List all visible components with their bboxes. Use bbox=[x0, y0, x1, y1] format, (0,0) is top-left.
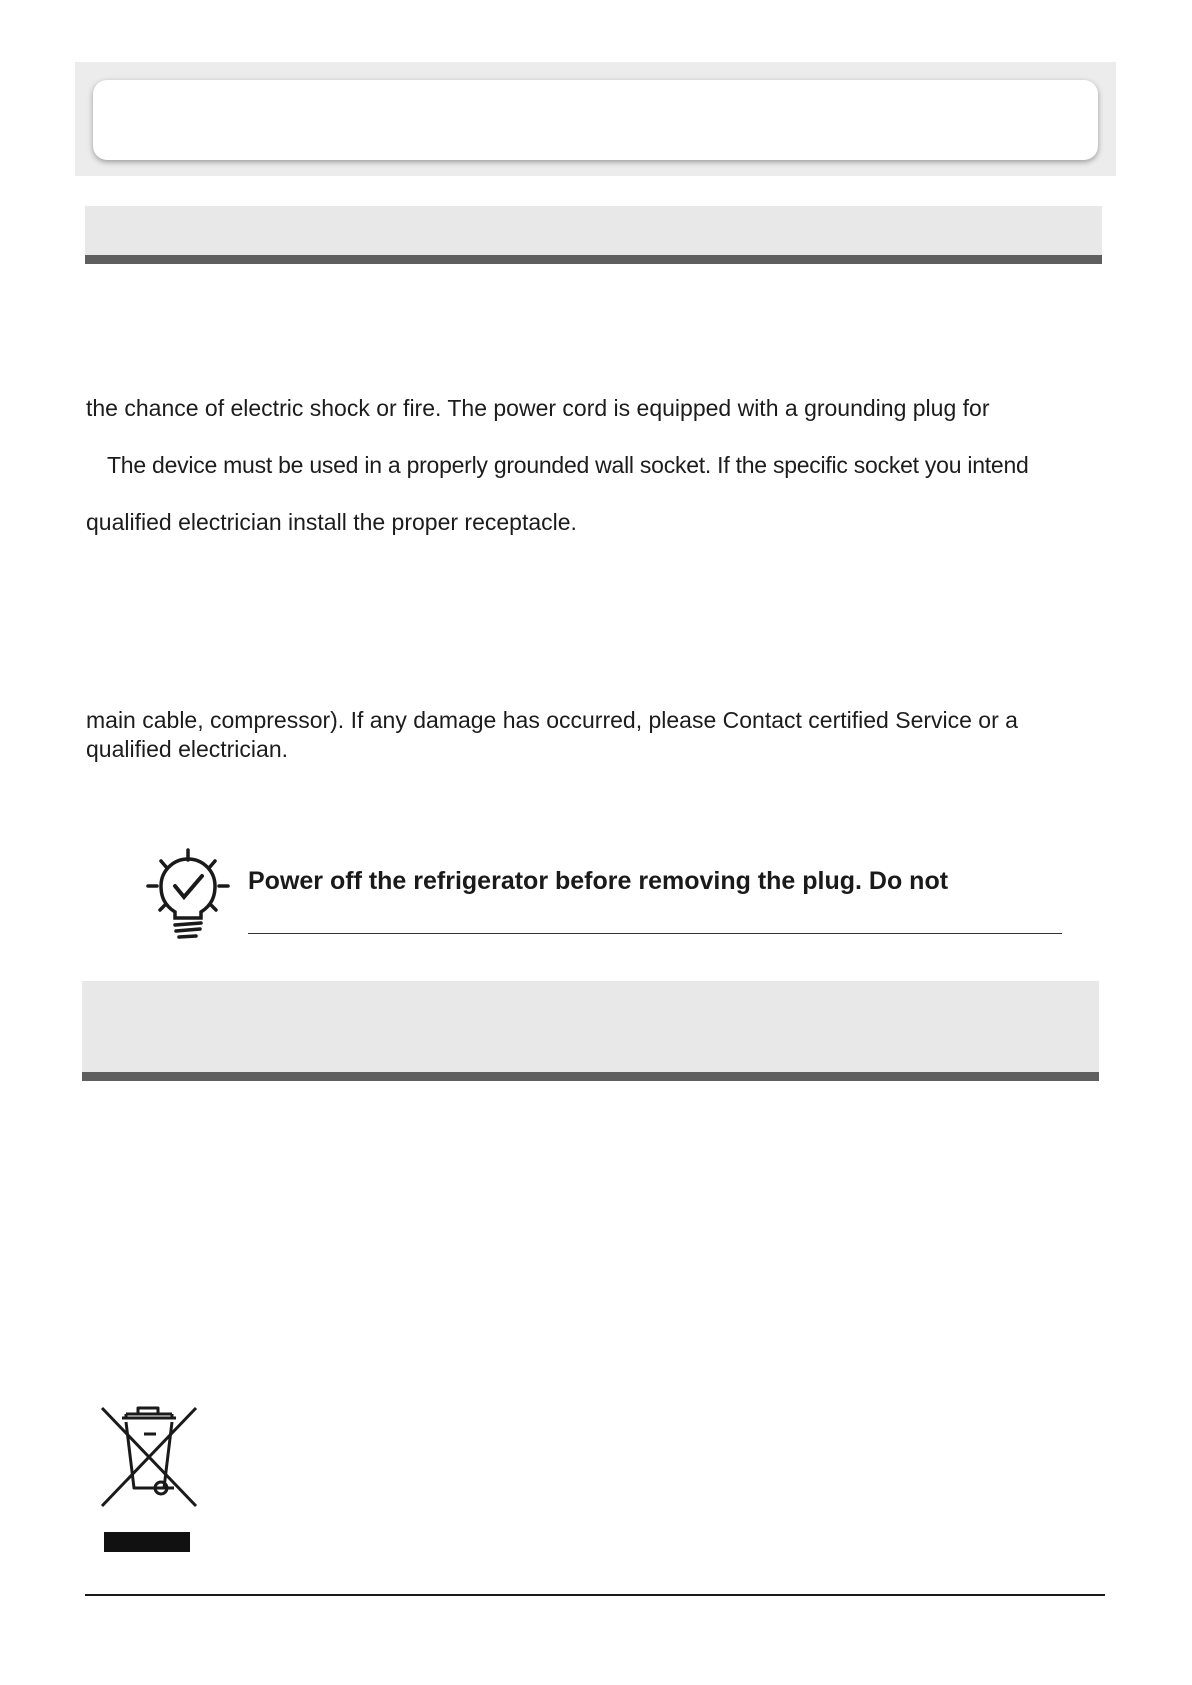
footer-divider bbox=[85, 1594, 1105, 1596]
body-text-line: qualified electrician. bbox=[86, 736, 289, 762]
section-header-disposal bbox=[82, 981, 1099, 1081]
tip-text: Power off the refrigerator before removing the plug. Do not bbox=[248, 867, 949, 895]
crossed-out-wheelie-bin-icon bbox=[98, 1404, 200, 1554]
body-text-line: qualified electrician install the proper receptacle. bbox=[86, 509, 577, 535]
page-header-band bbox=[75, 62, 1116, 176]
page-title-box bbox=[93, 80, 1098, 160]
body-text-line: the chance of electric shock or fire. The power cord is equipped with a grounding plug for bbox=[86, 395, 990, 421]
body-text-line: main cable, compressor). If any damage has occurred, please Contact certified Service or a bbox=[86, 707, 1018, 733]
tip-divider bbox=[248, 933, 1062, 934]
body-text-line: The device must be used in a properly grounded wall socket. If the specific socket you intend bbox=[107, 452, 1029, 478]
section-header-rule bbox=[85, 255, 1102, 264]
lightbulb-check-icon bbox=[146, 848, 230, 940]
section-header-electrical bbox=[85, 206, 1102, 264]
section-header-rule bbox=[82, 1072, 1099, 1081]
